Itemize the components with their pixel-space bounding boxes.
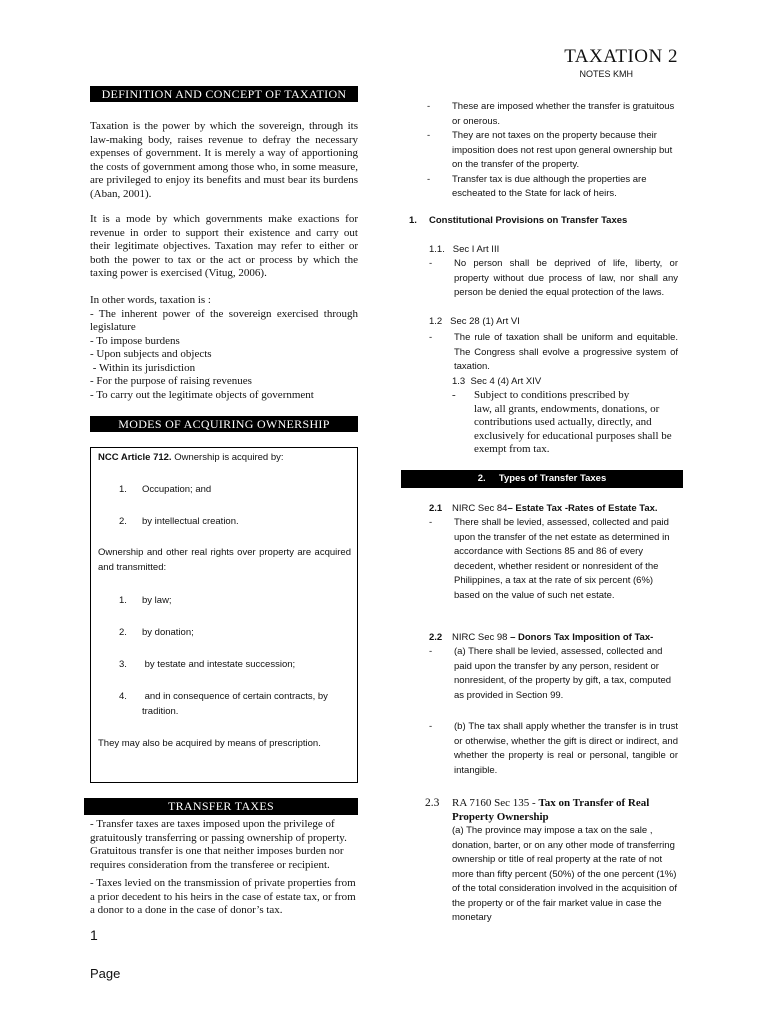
subsection-2-3-heading: Tax on Transfer of Real Property Ownership (452, 797, 650, 823)
section-1-number: 1. (409, 215, 417, 226)
summary-line: - For the purpose of raising revenues (90, 375, 252, 387)
subsection-2-1-heading: – Estate Tax -Rates of Estate Tax. (507, 503, 658, 514)
list-item-text: by law; (142, 595, 172, 606)
summary-line: - Upon subjects and objects (90, 348, 212, 360)
taxation-summary-intro: In other words, taxation is : (90, 294, 211, 306)
subsection-2-2-number: 2.2 (429, 632, 443, 643)
list-item-text: by donation; (142, 627, 194, 638)
bullet-dash: - (427, 101, 431, 112)
bullet-dash: - (452, 389, 456, 401)
summary-line: - Within its jurisdiction (90, 361, 196, 374)
transfer-taxes-paragraph-2: - Taxes levied on the transmission of private properties from a prior decedent to his heirs in the case of estate tax, or from a donor to a done in the case of donor’s tax. (90, 877, 356, 916)
transfer-taxes-paragraph-1: - Transfer taxes are taxes imposed upon the privilege of gratuitously transferring or passing ownership of property. Gratuitous transfer is one that neither imposes burden nor requires consideration from the transferee or recipient. (90, 818, 347, 871)
subsection-2-2-title (452, 631, 653, 646)
list-item-text: They are not taxes on the property because their imposition does not rest upon general ownership but on the transfer of the property. (452, 130, 673, 170)
modes-box (90, 447, 358, 783)
list-item-text: by intellectual creation. (142, 516, 239, 527)
subsection-1-3-label: 1.3 Sec 4 (4) Art XIV (452, 376, 542, 387)
subsection-2-3-text: (a) The province may impose a tax on the sale , donation, barter, or on any other mode of transferring ownership or title of real property at the rate of not more than fifty percent (50%) of the one percent (1%) of the total consideration involved in the acquisition of the property or of the fair market value in case the monetary (452, 825, 677, 923)
list-item-text: Occupation; and (142, 484, 212, 495)
list-item-continuation: tradition. (142, 706, 179, 717)
bullet-dash: - (427, 130, 431, 141)
list-item-number: 1. (119, 595, 127, 606)
list-item (427, 100, 678, 129)
subsection-1-3 (452, 389, 682, 457)
subsection-1-1-label: 1.1. Sec I Art III (429, 244, 500, 255)
list-item-text: and in consequence of certain contracts, by (142, 691, 328, 702)
summary-line: - The inherent power of the sovereign exercised through legislature (90, 307, 358, 333)
article-712 (98, 451, 354, 466)
ownership-paragraph: Ownership and other real rights over property are acquired and transmitted: (98, 547, 351, 573)
subsection-2-2-ref: NIRC Sec 98 (452, 632, 511, 643)
bullet-dash: - (429, 721, 433, 732)
subsection-1-1 (429, 257, 678, 301)
subsection-2-3-ref: RA 7160 Sec 135 - (452, 797, 539, 809)
modes-heading: MODES OF ACQUIRING OWNERSHIP (90, 416, 358, 432)
page-label: Page (90, 966, 121, 981)
page-number: 1 (90, 927, 98, 943)
subsection-2-2-heading: – Donors Tax Imposition of Tax- (510, 632, 654, 643)
subsection-2-3-title (452, 797, 682, 824)
list-item-text: by testate and intestate succession; (142, 659, 296, 670)
list-item (427, 173, 678, 202)
list-item-number: 4. (119, 691, 127, 702)
subsection-1-2 (429, 331, 678, 375)
transfer-tax-bullets (427, 100, 678, 202)
section-1-title: Constitutional Provisions on Transfer Taxes (429, 215, 628, 226)
bullet-dash: - (427, 173, 431, 185)
subsection-2-2-b (429, 720, 678, 778)
subsection-2-2-b-text: (b) The tax shall apply whether the transfer is in trust or otherwise, whether the gift is direct or indirect, and whether the property is real or personal, tangible or intangible. (454, 721, 678, 776)
subsection-1-1-text: No person shall be deprived of life, liberty, or property without due process of law, nor shall any person be denied the equal protection of the laws. (454, 258, 678, 298)
bullet-dash: - (429, 517, 433, 528)
summary-line: - To impose burdens (90, 334, 180, 347)
bullet-dash: - (429, 646, 433, 657)
list-item-text: These are imposed whether the transfer is gratuitous or onerous. (452, 101, 675, 127)
list-item-number: 2. (119, 516, 127, 527)
subsection-1-2-label: 1.2 Sec 28 (1) Art VI (429, 316, 520, 327)
summary-line: - To carry out the legitimate objects of government (90, 388, 314, 401)
list-item-number: 2. (119, 627, 127, 638)
list-item-number: 1. (119, 484, 127, 495)
list-item-number: 3. (119, 659, 127, 670)
subsection-2-1 (429, 516, 678, 603)
document-subtitle: NOTES KMH (579, 69, 633, 79)
definition-paragraph-2: It is a mode by which governments make exactions for revenue in order to support their existence and carry out their legitimate objectives. Taxation may refer to either or both the power to tax or the act or process by which the taxing power is exercised (Vitug, 2006). (90, 213, 358, 279)
subsection-1-3-text-start: Subject to conditions prescribed by (474, 389, 630, 401)
list-item (427, 129, 678, 173)
subsection-2-2-a (429, 645, 678, 703)
subsection-2-2-a-text: (a) There shall be levied, assessed, collected and paid upon the transfer by any person, resident or nonresident, of the property by gift, a tax, computed as provided in Section 99. (454, 646, 672, 701)
definition-paragraph-1: Taxation is the power by which the sovereign, through its law-making body, raises revenue to defray the necessary expenses of government. It is merely a way of apportioning the costs of government among those who, in some measure, are privileged to enjoy its benefits and must bear its burdens (Aban, 2001). (90, 120, 358, 200)
article-712-label: NCC Article 712. (98, 452, 172, 463)
subsection-2-1-ref: NIRC Sec 84 (452, 503, 508, 514)
subsection-1-2-text: The rule of taxation shall be uniform and equitable. The Congress shall evolve a progressive system of taxation. (454, 332, 678, 372)
transfer-taxes-heading: TRANSFER TAXES (84, 798, 358, 815)
bullet-dash: - (429, 258, 433, 269)
taxation-summary (90, 294, 358, 402)
subsection-2-1-title (452, 502, 658, 517)
subsection-2-1-number: 2.1 (429, 503, 443, 514)
types-of-transfer-taxes-heading: 2. Types of Transfer Taxes (401, 470, 683, 488)
subsection-2-1-text: There shall be levied, assessed, collected and paid upon the transfer of the net estate as determined in accordance with Sections 85 and 86 of every decedent, whether resident or nonresident of the Philippines, a tax at the rate of six percent (6%) based on the value of such net estate. (454, 517, 670, 601)
bullet-dash: - (429, 332, 433, 343)
subsection-1-3-text: law, all grants, endowments, donations, or contributions used actually, directly, and exclusively for educational purposes shall be exempt from tax. (474, 402, 672, 455)
subsection-2-3-number: 2.3 (425, 797, 440, 809)
list-item-text: Transfer tax is due although the properties are escheated to the State for lack of heirs. (452, 173, 647, 199)
definition-heading: DEFINITION AND CONCEPT OF TAXATION (90, 86, 358, 102)
prescription-note: They may also be acquired by means of prescription. (98, 738, 321, 749)
document-title: TAXATION 2 (564, 46, 678, 67)
article-712-text: Ownership is acquired by: (171, 452, 284, 463)
